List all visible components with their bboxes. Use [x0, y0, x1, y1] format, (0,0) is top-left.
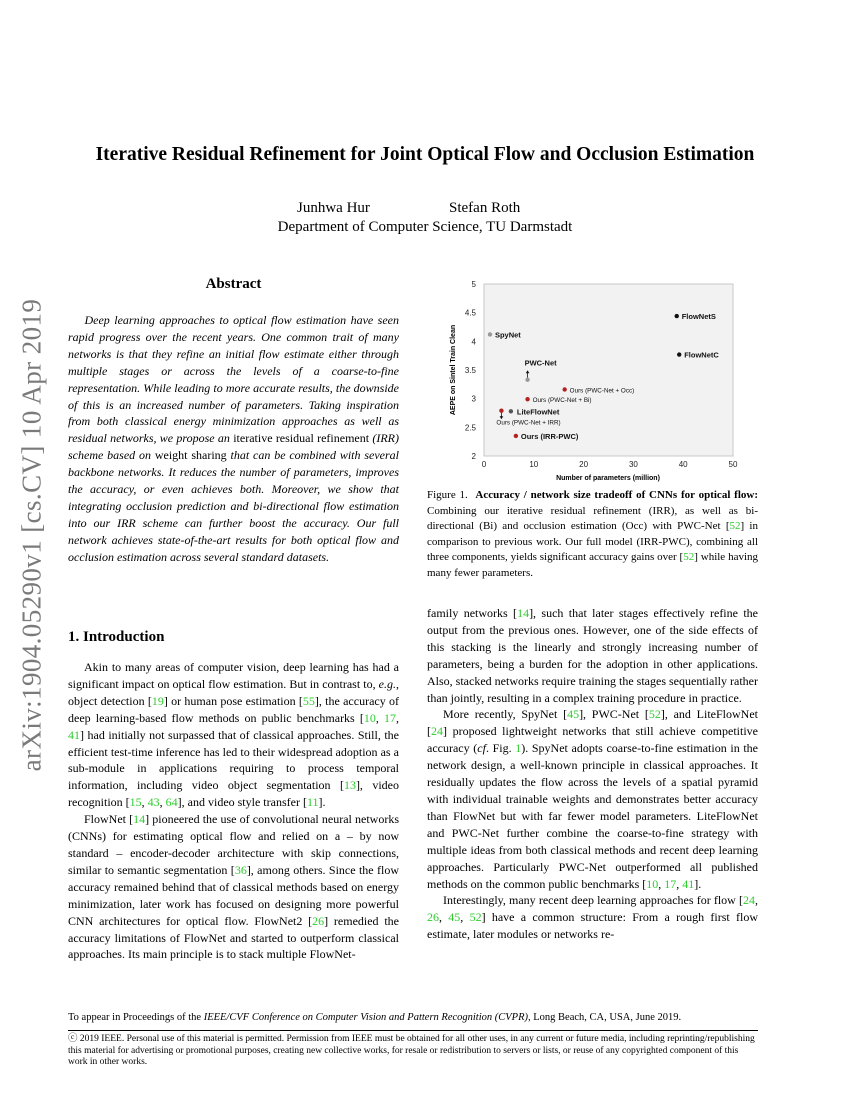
data-point [562, 387, 566, 391]
data-point [677, 352, 681, 356]
data-point [525, 397, 529, 401]
right-paragraph-3: Interestingly, many recent deep learning approaches for flow [24, 26, 45, 52] have a common structure: From a rough first flow estimate, later modules or networks re- [427, 893, 759, 942]
citation[interactable]: 52 [469, 910, 482, 925]
x-tick-label: 10 [529, 460, 539, 469]
citation[interactable]: 14 [517, 606, 530, 620]
data-point [509, 409, 513, 413]
citation[interactable]: 41 [682, 876, 695, 891]
y-tick-label: 4.5 [464, 308, 476, 318]
data-point [514, 434, 518, 438]
x-tick-label: 0 [481, 460, 487, 469]
section-heading-introduction: 1. Introduction [68, 629, 165, 645]
right-paragraph-2: More recently, SpyNet [45], PWC-Net [52], and LiteFlowNet [24] proposed lightweight networks that still achieve competitive accuracy (cf. Fig. 1). SpyNet adopts coarse-to-fine estimation in the network design, a well-known principle in classical approaches. It residually updates the flow across the levels of a spatial pyramid with individual trainable weights and demonstrates better accuracy than FlowNet but with far fewer model parameters. LiteFlowNet and PWC-Net further combine the coarse-to-fine strategy with multiple ideas from both classical methods and recent deep learning approaches. Particularly PWC-Net outperformed all published methods on the common public benchmarks [10, 17, 41]. [427, 707, 758, 891]
abstract-heading: Abstract [205, 276, 262, 292]
citation[interactable]: 17 [664, 876, 677, 891]
citation[interactable]: 24 [431, 724, 443, 739]
x-axis-label: Number of parameters (million) [556, 475, 660, 482]
footer-divider [68, 1030, 758, 1031]
data-point [675, 314, 679, 318]
intro-paragraph-2: FlowNet [14] pioneered the use of convolutional neural networks (CNNs) for estimating optical flow and relied on a – by now standard – encoder-decoder architecture with skip connections, similar to semantic segmentation [36], among others. Since the flow accuracy remained behind that of classical methods based on energy minimization, later work has focused on designing more powerful CNN architectures for optical flow. FlowNet2 [26] remedied the accuracy limitations of FlowNet and started to outperform classical approaches. Its main principle is to stack multiple FlowNet- [68, 812, 400, 962]
y-tick-label: 4 [471, 337, 476, 347]
data-point [499, 409, 503, 413]
arxiv-stamp [12, 290, 52, 780]
x-tick-label: 30 [628, 460, 638, 469]
affiliation: Department of Computer Science, TU Darmstadt [277, 219, 573, 235]
citation[interactable]: 15 [129, 795, 142, 810]
citation[interactable]: 10 [363, 710, 376, 725]
data-point-label: LiteFlowNet [516, 407, 560, 417]
y-axis-label: AEPE on Sintel Train Clean [450, 324, 457, 416]
citation[interactable]: 64 [165, 795, 178, 810]
arxiv-stamp-text: arXiv:1904.05290v1 [cs.CV] 10 Apr 2019 [16, 298, 47, 772]
citation[interactable]: 10 [646, 876, 659, 891]
x-tick-label: 20 [579, 460, 589, 469]
data-point-label: Ours (IRR-PWC) [520, 431, 579, 441]
data-point-label: PWC-Net [524, 358, 557, 368]
figure-1-chart [427, 272, 758, 486]
copyright-notice: ⓒ 2019 IEEE. Personal use of this material is permitted. Permission from IEEE must be obtained for all other uses, in any current or future media, including reprinting/republishing this material for advertising or promotional purposes, creating new collective works, for resale or redistribution to servers or lists, or reuse of any copyrighted component of this work in other works. [68, 1034, 755, 1067]
citation[interactable]: 52 [729, 520, 741, 532]
right-paragraph-1: family networks [14], such that later stages effectively refine the output from the previous ones. However, one of the side effects of this stacking is the linearly and strongly increasing number of parameters, being a burden for the adoption in other applications. Also, stacked networks require training the stages sequentially rather than jointly, resulting in a complex training procedure in practice. [427, 606, 759, 705]
plot-area [484, 284, 733, 456]
citation[interactable]: 13 [343, 778, 356, 793]
citation[interactable]: 14 [133, 812, 146, 827]
citation[interactable]: 19 [151, 693, 164, 708]
citation[interactable]: 26 [427, 910, 439, 925]
y-tick-label: 2.5 [464, 423, 476, 433]
x-tick-label: 40 [678, 460, 688, 469]
paper-title: Iterative Residual Refinement for Joint Optical Flow and Occlusion Estimation [95, 144, 755, 165]
figure-1-caption: Figure 1. Accuracy / network size tradeoff of CNNs for optical flow: Combining our iterative residual refinement (IRR), as well as bi-directional (Bi) and occlusion estimation (Occ) with PWC-Net [52] in comparison to previous work. Our full model (IRR-PWC), combining all three components, yields significant accuracy gains over [52] while having many fewer parameters. [427, 489, 759, 579]
citation[interactable]: 52 [648, 707, 661, 722]
data-point-label: SpyNet [494, 330, 521, 340]
author-1: Junhwa Hur [297, 200, 370, 216]
x-tick-label: 50 [728, 460, 738, 469]
citation[interactable]: 17 [384, 710, 396, 725]
author-2: Stefan Roth [449, 200, 521, 216]
citation[interactable]: 11 [306, 795, 319, 810]
y-tick-label: 2 [471, 452, 476, 461]
y-tick-label: 5 [471, 280, 476, 289]
abstract-text: Deep learning approaches to optical flow estimation have seen rapid progress over the recent years. One common trait of many networks is that they refine an initial flow estimate either through multiple stages or across the levels of a coarse-to-fine representation. While leading to more accurate results, the downside of this is an increased number of parameters. Taking inspiration from both classical energy minimization approaches as well as residual networks, we propose an iterative residual refinement (IRR) scheme based on weight sharing that can be combined with several backbone networks. It reduces the number of parameters, improves the accuracy, or even achieves both. Moreover, we show that integrating occlusion prediction and bi-directional flow estimation into our IRR scheme can further boost the accuracy. Our full network achieves state-of-the-art results for both optical flow and occlusion estimation across several standard datasets. [68, 313, 400, 564]
data-point [488, 332, 492, 336]
data-point-label: Ours (PWC-Net + Occ) [569, 387, 635, 395]
intro-left-column [68, 659, 399, 963]
data-point [525, 378, 529, 382]
figure-reference[interactable]: 1 [515, 741, 522, 756]
y-tick-label: 3.5 [464, 366, 476, 375]
citation[interactable]: 36 [234, 862, 247, 877]
citation[interactable]: 45 [448, 910, 461, 925]
data-point-label: Ours (PWC-Net + Bi) [532, 397, 592, 405]
publication-note: To appear in Proceedings of the IEEE/CVF Conference on Computer Vision and Pattern Recognition (CVPR), Long Beach, CA, USA, June 2019. [68, 1012, 682, 1023]
intro-right-column [427, 605, 758, 943]
data-point-label: FlowNetS [681, 312, 716, 322]
citation[interactable]: 26 [312, 913, 325, 928]
y-tick-label: 3 [471, 394, 476, 404]
citation[interactable]: 43 [147, 795, 160, 810]
data-point-label: Ours (PWC-Net + IRR) [496, 419, 561, 427]
citation[interactable]: 55 [302, 693, 315, 708]
citation[interactable]: 52 [683, 551, 695, 563]
intro-paragraph-1: Akin to many areas of computer vision, deep learning has had a significant impact on optical flow estimation. But in contrast to, e.g., object detection [19] or human pose estimation [55], the accuracy of deep learning-based flow methods on public benchmarks [10, 17, 41] had initially not surpassed that of classical approaches. Still, the efficient test-time inference has led to their widespread adoption as a sub-module in applications requiring to process temporal information, including video object segmentation [13], video recognition [15, 43, 64], and video style transfer [11]. [68, 660, 400, 810]
citation[interactable]: 24 [743, 893, 755, 908]
data-point-label: FlowNetC [684, 350, 719, 360]
citation[interactable]: 45 [567, 707, 580, 722]
citation[interactable]: 41 [68, 727, 80, 742]
